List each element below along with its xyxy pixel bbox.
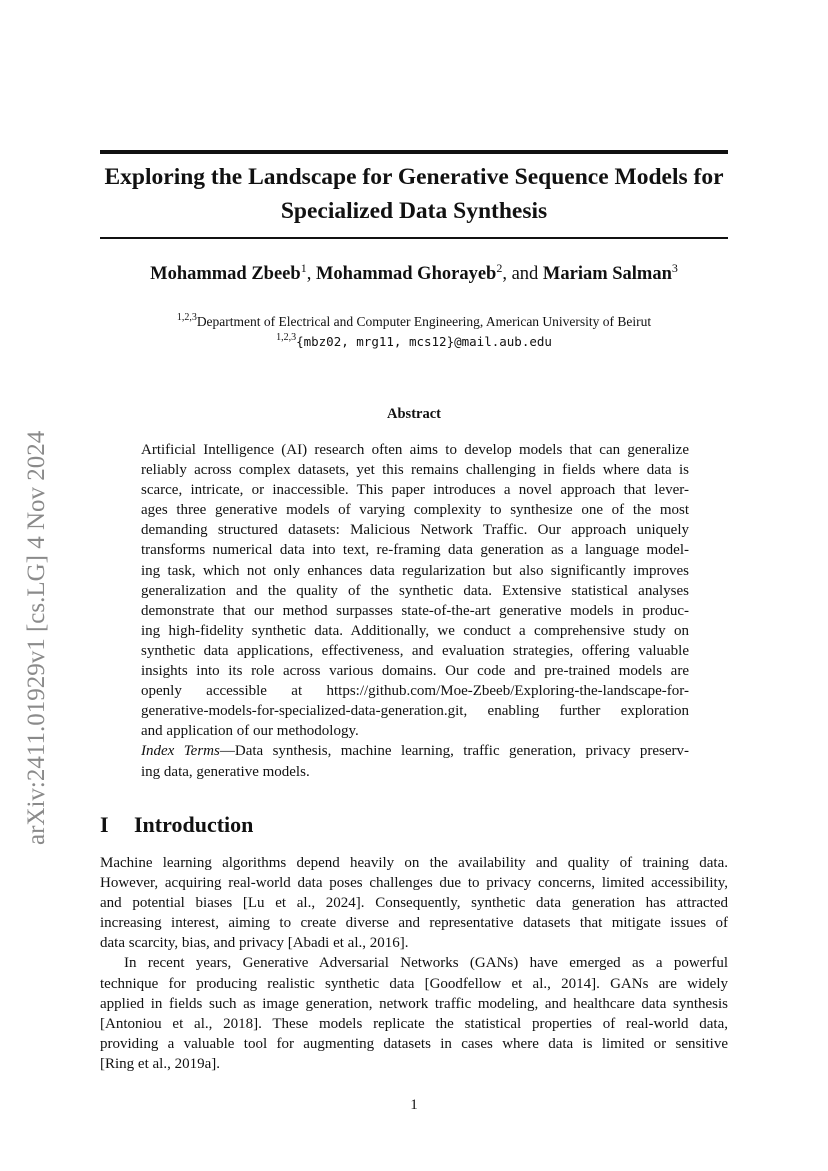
paper-title xyxy=(95,160,733,228)
affiliation-mark: 1,2,3 xyxy=(176,312,197,323)
body-line: [Ring et al., 2019a]. xyxy=(100,1055,220,1072)
title-top-rule xyxy=(100,150,728,154)
index-terms-line xyxy=(141,741,689,761)
body-line: data scarcity, bias, and privacy [Abadi et al., 2016]. xyxy=(100,935,409,952)
author-affiliation-mark: 2 xyxy=(496,261,503,275)
page-number: 1 xyxy=(410,1097,418,1113)
abstract-line: and application of our methodology. xyxy=(141,723,359,740)
abstract-line: ing task, which not only enhances data regularization but also significantly improves xyxy=(141,562,689,579)
abstract-line: Artificial Intelligence (AI) research often aims to develop models that can generalize xyxy=(141,442,689,458)
author-separator: , xyxy=(306,264,316,284)
abstract-line: openly accessible at https://github.com/Moe-Zbeeb/Exploring-the-landscape-for- xyxy=(141,683,689,700)
section-number: I xyxy=(100,812,109,837)
index-terms-label: Index Terms xyxy=(141,743,220,760)
section-title: Introduction xyxy=(134,812,254,837)
body-line: Machine learning algorithms depend heavily on the availability and quality of training data. xyxy=(100,855,728,871)
abstract-line: synthetic data applications, effectiveness, and evaluation strategies, offering valuable xyxy=(141,642,689,659)
abstract-line: demonstrate that our method surpasses state-of-the-art generative models in produc- xyxy=(141,602,689,619)
author-name: Mohammad Zbeeb xyxy=(150,264,301,284)
body-line: increasing interest, aiming to create diverse and representative datasets that mitigate issues of xyxy=(100,915,728,932)
abstract-line: generative-models-for-specialized-data-generation.git, enabling further exploration xyxy=(141,703,689,720)
body-line: However, acquiring real-world data poses challenges due to privacy concerns, limited accessibility, xyxy=(100,875,728,892)
department-name: Department of Electrical and Computer Engineering, American University of Beirut xyxy=(196,314,652,329)
abstract-line: transforms numerical data into text, re-framing data generation as a language model- xyxy=(141,542,689,559)
body-line: applied in fields such as image generation, network traffic modeling, and healthcare data synthesis xyxy=(100,995,728,1012)
index-terms-text: —Data synthesis, machine learning, traffic generation, privacy preserv- xyxy=(219,743,689,760)
body-line: and potential biases [Lu et al., 2024]. Consequently, synthetic data generation has attracted xyxy=(100,895,728,912)
author-name: Mohammad Ghorayeb xyxy=(315,264,497,284)
title-line: Specialized Data Synthesis xyxy=(280,198,548,224)
author-separator: , and xyxy=(502,264,543,284)
introduction-body xyxy=(100,853,728,1074)
abstract-line: ages three generative models of varying complexity to synthesize one of the most xyxy=(141,502,689,519)
affiliation-line xyxy=(100,312,728,332)
abstract-line: reliably across complex datasets, yet this remains challenging in fields where data is xyxy=(141,462,689,479)
author-list xyxy=(100,262,728,286)
section-heading xyxy=(100,810,253,840)
body-line: In recent years, Generative Adversarial Networks (GANs) have emerged as a powerful xyxy=(124,955,728,972)
author-affiliation-mark: 1 xyxy=(300,261,307,275)
body-line: providing a valuable tool for augmenting datasets in cases where data is limited or sensitive xyxy=(100,1035,728,1052)
body-line: [Antoniou et al., 2018]. These models replicate the statistical properties of real-world data, xyxy=(100,1015,728,1032)
affiliation-block xyxy=(100,312,728,352)
index-terms-line: ing data, generative models. xyxy=(141,763,310,780)
title-bottom-rule xyxy=(100,237,728,239)
abstract-line: insights into its role across various domains. Our code and pre-trained models are xyxy=(141,663,689,680)
body-line: technique for producing realistic synthetic data [Goodfellow et al., 2014]. GANs are widely xyxy=(100,975,728,992)
abstract-line: demanding structured datasets: Malicious Network Traffic. Our approach uniquely xyxy=(141,522,689,539)
abstract-line: generalization and the quality of the synthetic data. Extensive statistical analyses xyxy=(141,582,689,599)
abstract-line: scarce, intricate, or inaccessible. This paper introduces a novel approach that lever- xyxy=(141,482,689,499)
email-mark: 1,2,3 xyxy=(276,332,297,343)
author-name: Mariam Salman xyxy=(542,264,672,284)
abstract-heading: Abstract xyxy=(387,406,441,422)
arxiv-identifier-stamp: arXiv:2411.01929v1 [cs.LG] 4 Nov 2024 xyxy=(23,430,50,845)
title-line: Exploring the Landscape for Generative Sequence Models for xyxy=(104,164,724,190)
author-emails: {mbz02, mrg11, mcs12}@mail.aub.edu xyxy=(296,334,552,349)
abstract-line: ing high-fidelity synthetic data. Additionally, we conduct a comprehensive study on xyxy=(141,622,689,639)
author-affiliation-mark: 3 xyxy=(671,261,678,275)
abstract-body xyxy=(141,440,689,782)
email-line xyxy=(100,332,728,352)
